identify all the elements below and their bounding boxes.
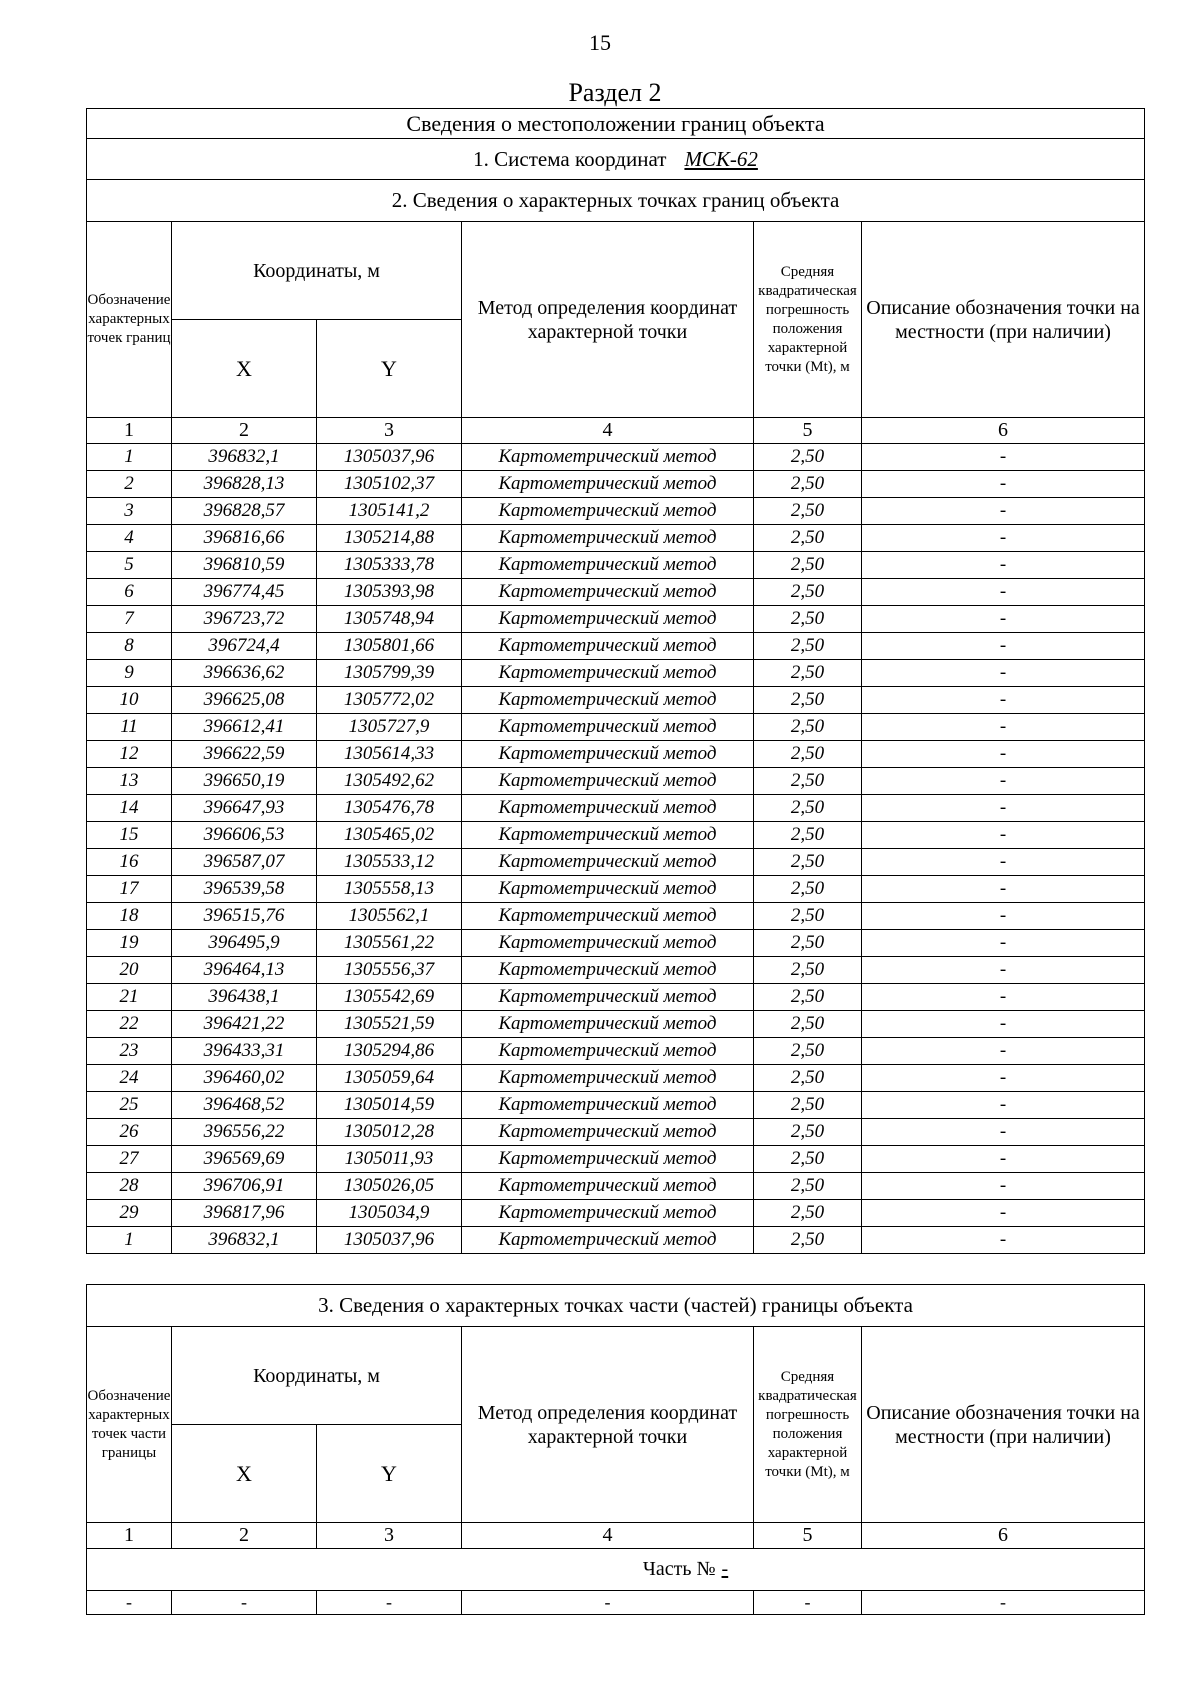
- point-number: 14: [87, 795, 172, 822]
- point-error: 2,50: [754, 822, 862, 849]
- point-description: -: [862, 1065, 1145, 1092]
- point-error: 2,50: [754, 957, 862, 984]
- point-error: 2,50: [754, 444, 862, 471]
- header-part-designation: Обозначение характерных точек части границы: [87, 1327, 172, 1523]
- part-cell: -: [754, 1591, 862, 1615]
- header-error: Средняя квадратическая погрешность положения характерной точки (Mt), м: [754, 1327, 862, 1523]
- point-description: -: [862, 876, 1145, 903]
- point-error: 2,50: [754, 525, 862, 552]
- point-error: 2,50: [754, 1146, 862, 1173]
- point-method: Картометрический метод: [462, 741, 754, 768]
- column-number: 3: [317, 418, 462, 444]
- point-error: 2,50: [754, 498, 862, 525]
- point-error: 2,50: [754, 795, 862, 822]
- table-row: [87, 741, 1145, 768]
- table-title: Сведения о местоположении границ объекта: [87, 109, 1145, 139]
- point-number: 15: [87, 822, 172, 849]
- coord-system-value: МСК-62: [684, 146, 758, 171]
- point-method: Картометрический метод: [462, 1092, 754, 1119]
- point-number: 27: [87, 1146, 172, 1173]
- column-number: 3: [317, 1523, 462, 1549]
- column-number: 1: [87, 418, 172, 444]
- point-number: 7: [87, 606, 172, 633]
- point-method: Картометрический метод: [462, 1146, 754, 1173]
- point-method: Картометрический метод: [462, 984, 754, 1011]
- point-y: 1305141,2: [317, 498, 462, 525]
- point-description: -: [862, 849, 1145, 876]
- point-error: 2,50: [754, 660, 862, 687]
- point-x: 396774,45: [172, 579, 317, 606]
- point-number: 2: [87, 471, 172, 498]
- point-method: Картометрический метод: [462, 1065, 754, 1092]
- table-row: [87, 849, 1145, 876]
- part-cell: -: [462, 1591, 754, 1615]
- point-error: 2,50: [754, 552, 862, 579]
- point-x: 396723,72: [172, 606, 317, 633]
- point-method: Картометрический метод: [462, 714, 754, 741]
- point-number: 28: [87, 1173, 172, 1200]
- point-description: -: [862, 606, 1145, 633]
- point-description: -: [862, 957, 1145, 984]
- point-x: 396468,52: [172, 1092, 317, 1119]
- point-number: 26: [87, 1119, 172, 1146]
- table-row: [87, 687, 1145, 714]
- point-error: 2,50: [754, 1011, 862, 1038]
- header-method: Метод определения координат характерной точки: [462, 1327, 754, 1523]
- table-row: [87, 1092, 1145, 1119]
- point-x: 396515,76: [172, 903, 317, 930]
- table-row: [87, 984, 1145, 1011]
- header-error: Средняя квадратическая погрешность положения характерной точки (Mt), м: [754, 222, 862, 418]
- point-description: -: [862, 741, 1145, 768]
- point-y: 1305748,94: [317, 606, 462, 633]
- point-y: 1305037,96: [317, 444, 462, 471]
- point-error: 2,50: [754, 741, 862, 768]
- part-cell: -: [317, 1591, 462, 1615]
- part-cell: -: [172, 1591, 317, 1615]
- point-error: 2,50: [754, 687, 862, 714]
- point-error: 2,50: [754, 768, 862, 795]
- header-coords: Координаты, м: [172, 1327, 462, 1425]
- point-method: Картометрический метод: [462, 471, 754, 498]
- points-heading: 2. Сведения о характерных точках границ объекта: [87, 180, 1145, 222]
- point-description: -: [862, 822, 1145, 849]
- point-number: 1: [87, 1227, 172, 1254]
- point-method: Картометрический метод: [462, 876, 754, 903]
- point-number: 21: [87, 984, 172, 1011]
- column-numbers-row: [87, 418, 1145, 444]
- column-number: 2: [172, 1523, 317, 1549]
- point-method: Картометрический метод: [462, 957, 754, 984]
- column-number: 5: [754, 418, 862, 444]
- point-y: 1305533,12: [317, 849, 462, 876]
- header-description: Описание обозначения точки на местности (при наличии): [862, 1327, 1145, 1523]
- point-method: Картометрический метод: [462, 498, 754, 525]
- point-x: 396647,93: [172, 795, 317, 822]
- table-row: [87, 1119, 1145, 1146]
- table-row: [87, 606, 1145, 633]
- part-label-row: [87, 1549, 1145, 1591]
- point-error: 2,50: [754, 1227, 862, 1254]
- parts-heading: 3. Сведения о характерных точках части (частей) границы объекта: [87, 1285, 1145, 1327]
- coord-system-label: 1. Система координат: [473, 146, 667, 171]
- column-number: 5: [754, 1523, 862, 1549]
- point-y: 1305037,96: [317, 1227, 462, 1254]
- table-row: [87, 714, 1145, 741]
- table-row: [87, 876, 1145, 903]
- table-row: [87, 1038, 1145, 1065]
- point-number: 6: [87, 579, 172, 606]
- part-label: Часть №: [642, 1558, 716, 1580]
- point-y: 1305034,9: [317, 1200, 462, 1227]
- point-y: 1305476,78: [317, 795, 462, 822]
- point-y: 1305561,22: [317, 930, 462, 957]
- point-description: -: [862, 579, 1145, 606]
- point-method: Картометрический метод: [462, 687, 754, 714]
- point-number: 25: [87, 1092, 172, 1119]
- point-method: Картометрический метод: [462, 525, 754, 552]
- header-x: X: [172, 320, 317, 418]
- point-x: 396724,4: [172, 633, 317, 660]
- point-error: 2,50: [754, 633, 862, 660]
- point-method: Картометрический метод: [462, 768, 754, 795]
- point-y: 1305492,62: [317, 768, 462, 795]
- point-method: Картометрический метод: [462, 579, 754, 606]
- table-row: [87, 795, 1145, 822]
- point-number: 23: [87, 1038, 172, 1065]
- point-number: 29: [87, 1200, 172, 1227]
- table-row: [87, 1065, 1145, 1092]
- point-y: 1305801,66: [317, 633, 462, 660]
- point-y: 1305102,37: [317, 471, 462, 498]
- point-x: 396828,57: [172, 498, 317, 525]
- point-method: Картометрический метод: [462, 822, 754, 849]
- point-description: -: [862, 984, 1145, 1011]
- point-description: -: [862, 525, 1145, 552]
- point-y: 1305465,02: [317, 822, 462, 849]
- point-number: 5: [87, 552, 172, 579]
- point-description: -: [862, 1011, 1145, 1038]
- point-error: 2,50: [754, 1092, 862, 1119]
- point-method: Картометрический метод: [462, 1119, 754, 1146]
- header-y: Y: [317, 320, 462, 418]
- header-coords: Координаты, м: [172, 222, 462, 320]
- header-x: X: [172, 1425, 317, 1523]
- point-number: 9: [87, 660, 172, 687]
- point-number: 22: [87, 1011, 172, 1038]
- point-error: 2,50: [754, 579, 862, 606]
- point-y: 1305772,02: [317, 687, 462, 714]
- point-method: Картометрический метод: [462, 1227, 754, 1254]
- point-description: -: [862, 660, 1145, 687]
- column-numbers-row: [87, 1523, 1145, 1549]
- point-y: 1305333,78: [317, 552, 462, 579]
- boundary-points-table: [86, 108, 1145, 1254]
- point-error: 2,50: [754, 849, 862, 876]
- point-error: 2,50: [754, 930, 862, 957]
- column-number: 2: [172, 418, 317, 444]
- page-number: 15: [589, 30, 611, 55]
- point-method: Картометрический метод: [462, 795, 754, 822]
- point-x: 396438,1: [172, 984, 317, 1011]
- table-row: [87, 1200, 1145, 1227]
- point-method: Картометрический метод: [462, 1038, 754, 1065]
- point-number: 18: [87, 903, 172, 930]
- point-number: 12: [87, 741, 172, 768]
- part-points-table: [86, 1284, 1145, 1615]
- point-description: -: [862, 1119, 1145, 1146]
- table-row: [87, 1146, 1145, 1173]
- point-number: 13: [87, 768, 172, 795]
- point-number: 20: [87, 957, 172, 984]
- point-error: 2,50: [754, 606, 862, 633]
- point-y: 1305614,33: [317, 741, 462, 768]
- table-row: [87, 660, 1145, 687]
- table-row: [87, 768, 1145, 795]
- point-x: 396556,22: [172, 1119, 317, 1146]
- point-y: 1305214,88: [317, 525, 462, 552]
- point-x: 396636,62: [172, 660, 317, 687]
- points-body: [87, 444, 1145, 1254]
- point-description: -: [862, 714, 1145, 741]
- point-error: 2,50: [754, 471, 862, 498]
- point-x: 396817,96: [172, 1200, 317, 1227]
- point-error: 2,50: [754, 1038, 862, 1065]
- table-row: [87, 1227, 1145, 1254]
- point-description: -: [862, 930, 1145, 957]
- table-row: [87, 471, 1145, 498]
- point-y: 1305727,9: [317, 714, 462, 741]
- point-error: 2,50: [754, 876, 862, 903]
- point-description: -: [862, 903, 1145, 930]
- point-number: 3: [87, 498, 172, 525]
- table-row: [87, 930, 1145, 957]
- header-designation: Обозначение характерных точек границ: [87, 222, 172, 418]
- point-description: -: [862, 795, 1145, 822]
- point-y: 1305011,93: [317, 1146, 462, 1173]
- point-number: 10: [87, 687, 172, 714]
- table-row: [87, 444, 1145, 471]
- point-x: 396706,91: [172, 1173, 317, 1200]
- point-y: 1305521,59: [317, 1011, 462, 1038]
- point-x: 396587,07: [172, 849, 317, 876]
- section-title: Раздел 2: [568, 78, 662, 107]
- point-error: 2,50: [754, 1119, 862, 1146]
- point-description: -: [862, 1146, 1145, 1173]
- header-method: Метод определения координат характерной точки: [462, 222, 754, 418]
- point-x: 396421,22: [172, 1011, 317, 1038]
- point-description: -: [862, 1038, 1145, 1065]
- point-error: 2,50: [754, 1200, 862, 1227]
- point-x: 396625,08: [172, 687, 317, 714]
- point-x: 396569,69: [172, 1146, 317, 1173]
- point-x: 396650,19: [172, 768, 317, 795]
- point-description: -: [862, 1173, 1145, 1200]
- table-row: [87, 579, 1145, 606]
- point-y: 1305556,37: [317, 957, 462, 984]
- point-error: 2,50: [754, 714, 862, 741]
- point-x: 396433,31: [172, 1038, 317, 1065]
- table-row: [87, 552, 1145, 579]
- point-x: 396495,9: [172, 930, 317, 957]
- point-description: -: [862, 1200, 1145, 1227]
- point-method: Картометрический метод: [462, 606, 754, 633]
- point-method: Картометрический метод: [462, 849, 754, 876]
- point-y: 1305059,64: [317, 1065, 462, 1092]
- point-method: Картометрический метод: [462, 633, 754, 660]
- point-x: 396539,58: [172, 876, 317, 903]
- column-number: 4: [462, 418, 754, 444]
- point-x: 396828,13: [172, 471, 317, 498]
- point-method: Картометрический метод: [462, 1011, 754, 1038]
- point-method: Картометрический метод: [462, 660, 754, 687]
- part-cell: -: [862, 1591, 1145, 1615]
- table-row: [87, 822, 1145, 849]
- point-number: 1: [87, 444, 172, 471]
- point-number: 19: [87, 930, 172, 957]
- point-error: 2,50: [754, 984, 862, 1011]
- column-number: 6: [862, 1523, 1145, 1549]
- point-description: -: [862, 444, 1145, 471]
- point-method: Картометрический метод: [462, 552, 754, 579]
- part-row: [87, 1591, 1145, 1615]
- point-description: -: [862, 1227, 1145, 1254]
- table-row: [87, 1011, 1145, 1038]
- point-number: 17: [87, 876, 172, 903]
- part-number: -: [721, 1558, 729, 1580]
- point-x: 396612,41: [172, 714, 317, 741]
- point-x: 396832,1: [172, 1227, 317, 1254]
- table-row: [87, 1173, 1145, 1200]
- point-method: Картометрический метод: [462, 1173, 754, 1200]
- point-y: 1305294,86: [317, 1038, 462, 1065]
- point-x: 396816,66: [172, 525, 317, 552]
- point-number: 8: [87, 633, 172, 660]
- point-method: Картометрический метод: [462, 1200, 754, 1227]
- point-x: 396464,13: [172, 957, 317, 984]
- point-description: -: [862, 1092, 1145, 1119]
- point-description: -: [862, 633, 1145, 660]
- column-number: 4: [462, 1523, 754, 1549]
- table-row: [87, 633, 1145, 660]
- point-description: -: [862, 768, 1145, 795]
- column-number: 6: [862, 418, 1145, 444]
- point-error: 2,50: [754, 1065, 862, 1092]
- table-row: [87, 525, 1145, 552]
- point-method: Картометрический метод: [462, 444, 754, 471]
- part-cell: -: [87, 1591, 172, 1615]
- point-description: -: [862, 552, 1145, 579]
- point-description: -: [862, 471, 1145, 498]
- point-number: 4: [87, 525, 172, 552]
- point-y: 1305026,05: [317, 1173, 462, 1200]
- point-y: 1305562,1: [317, 903, 462, 930]
- point-description: -: [862, 498, 1145, 525]
- header-description: Описание обозначения точки на местности (при наличии): [862, 222, 1145, 418]
- point-x: 396606,53: [172, 822, 317, 849]
- point-error: 2,50: [754, 1173, 862, 1200]
- coord-system-row: [87, 139, 1145, 180]
- table-row: [87, 957, 1145, 984]
- point-y: 1305012,28: [317, 1119, 462, 1146]
- point-description: -: [862, 687, 1145, 714]
- point-number: 11: [87, 714, 172, 741]
- header-y: Y: [317, 1425, 462, 1523]
- table-row: [87, 903, 1145, 930]
- point-x: 396832,1: [172, 444, 317, 471]
- point-x: 396810,59: [172, 552, 317, 579]
- point-y: 1305014,59: [317, 1092, 462, 1119]
- point-number: 24: [87, 1065, 172, 1092]
- point-y: 1305558,13: [317, 876, 462, 903]
- point-y: 1305799,39: [317, 660, 462, 687]
- point-x: 396622,59: [172, 741, 317, 768]
- table-row: [87, 498, 1145, 525]
- point-x: 396460,02: [172, 1065, 317, 1092]
- column-number: 1: [87, 1523, 172, 1549]
- point-error: 2,50: [754, 903, 862, 930]
- point-number: 16: [87, 849, 172, 876]
- point-method: Картометрический метод: [462, 903, 754, 930]
- point-y: 1305542,69: [317, 984, 462, 1011]
- point-y: 1305393,98: [317, 579, 462, 606]
- point-method: Картометрический метод: [462, 930, 754, 957]
